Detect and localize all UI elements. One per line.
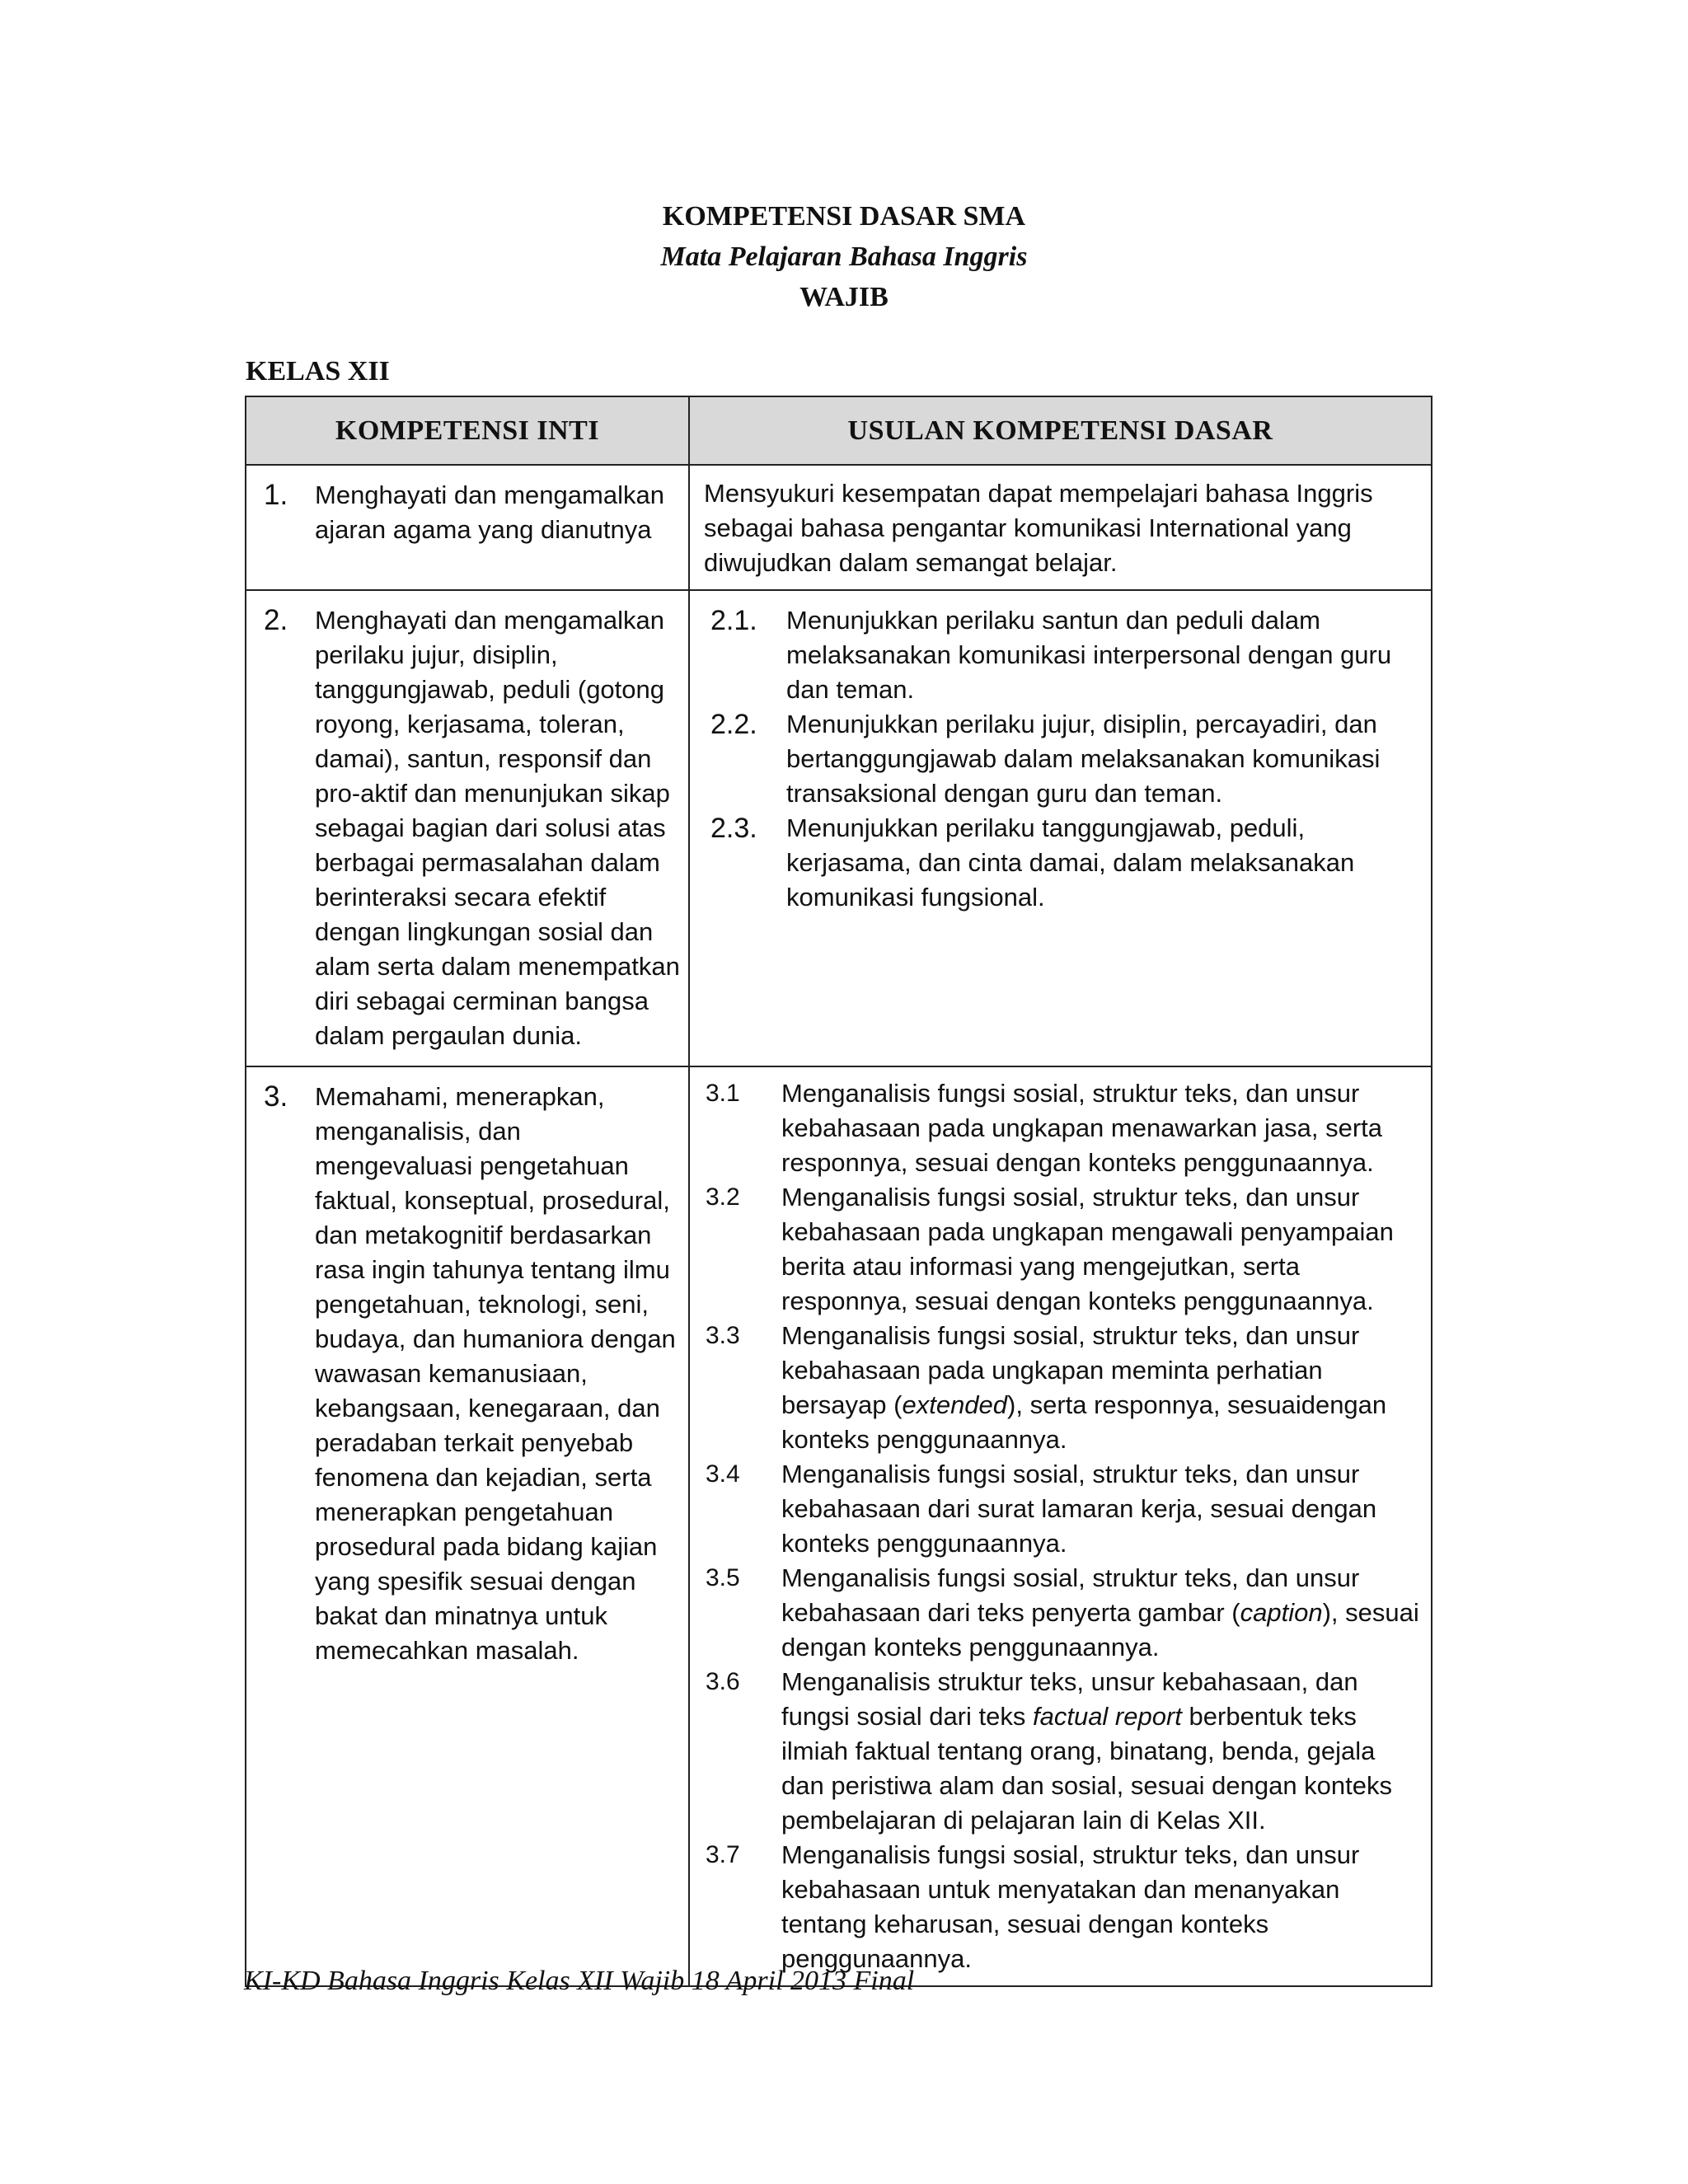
kd-text-part: ), sesuai dengan konteks penggunaannya. xyxy=(781,1598,1419,1661)
kd-text xyxy=(781,1561,1420,1665)
ki-text: Menghayati dan mengamalkan ajaran agama yang dianutnya xyxy=(315,480,664,544)
table-row xyxy=(246,1066,1432,1986)
kd-text-italic: caption xyxy=(1240,1598,1323,1627)
kd-item xyxy=(706,1457,1420,1561)
ki-text: Memahami, menerapkan, menganalisis, dan mengevaluasi pengetahuan faktual, konseptual, prosedural, dan metakognitif berdasarkan rasa ingin tahunya tentang ilmu pengetahuan, teknologi, seni, budaya, dan humaniora dengan wawasan kemanusiaan, kebangsaan, kenegaraan, dan peradaban terkait penyebab fenomena dan kejadian, serta menerapkan pengetahuan prosedural pada bidang kajian yang spesifik sesuai dengan bakat dan minatnya untuk memecahkan masalah. xyxy=(315,1082,676,1665)
kd-number: 2.1. xyxy=(710,605,757,636)
kd-text: Menganalisis fungsi sosial, struktur teks, dan unsur kebahasaan untuk menyatakan dan menanyakan tentang keharusan, sesuai dengan konteks penggunaannya. xyxy=(781,1840,1360,1973)
competency-table xyxy=(245,396,1432,1987)
ki-cell xyxy=(246,465,689,590)
kd-text: Mensyukuri kesempatan dapat mempelajari bahasa Inggris sebagai bahasa pengantar komunikasi International yang diwujudkan dalam semangat belajar. xyxy=(704,479,1373,577)
kd-cell xyxy=(689,465,1432,590)
class-label: KELAS XII xyxy=(246,356,390,387)
table-row xyxy=(246,465,1432,590)
kd-item xyxy=(706,1319,1420,1457)
kd-text: Menunjukkan perilaku tanggungjawab, peduli, kerjasama, dan cinta damai, dalam melaksanakan komunikasi fungsional. xyxy=(786,813,1355,912)
kd-item xyxy=(706,1076,1420,1180)
kd-number: 3.2 xyxy=(706,1183,740,1211)
title-line-2: Mata Pelajaran Bahasa Inggris xyxy=(660,241,1028,272)
kd-item xyxy=(710,603,1420,707)
table-header-row xyxy=(246,396,1432,465)
kd-text-part: Menganalisis fungsi sosial, struktur teks, dan unsur kebahasaan pada ungkapan meminta perhatian bersayap ( xyxy=(781,1321,1360,1419)
kd-number: 2.3. xyxy=(710,813,757,844)
ki-number: 1. xyxy=(264,479,288,511)
title-line-1: KOMPETENSI DASAR SMA xyxy=(662,201,1026,232)
kd-item xyxy=(710,707,1420,811)
ki-text: Menghayati dan mengamalkan perilaku jujur, disiplin, tanggungjawab, peduli (gotong royong, kerjasama, toleran, damai), santun, responsif dan pro-aktif dan menunjukan sikap sebagai bagian dari solusi atas berbagai permasalahan dalam berinteraksi secara efektif dengan lingkungan sosial dan alam serta dalam menempatkan diri sebagai cerminan bangsa dalam pergaulan dunia. xyxy=(315,606,680,1050)
ki-number: 3. xyxy=(264,1080,288,1113)
kd-item xyxy=(710,811,1420,915)
kd-number: 3.6 xyxy=(706,1668,740,1695)
kd-item xyxy=(706,1561,1420,1665)
ki-number: 2. xyxy=(264,604,288,636)
kd-text-part: ), serta responnya, sesuaidengan konteks penggunaannya. xyxy=(781,1390,1387,1454)
kd-number: 3.4 xyxy=(706,1460,740,1488)
kd-text: Menganalisis fungsi sosial, struktur teks, dan unsur kebahasaan dari surat lamaran kerja, sesuai dengan konteks penggunaannya. xyxy=(781,1460,1377,1558)
ki-cell xyxy=(246,1066,689,1986)
kd-number: 2.2. xyxy=(710,709,757,740)
kd-text xyxy=(781,1665,1420,1838)
kd-text-italic: extended xyxy=(902,1390,1008,1419)
kd-text-part: Menganalisis struktur teks, unsur kebahasaan, dan fungsi sosial dari teks xyxy=(781,1667,1358,1731)
kd-number: 3.7 xyxy=(706,1841,740,1868)
kd-item xyxy=(706,1838,1420,1976)
header-kompetensi-inti: KOMPETENSI INTI xyxy=(246,396,689,465)
document-title-block xyxy=(0,196,1688,317)
kd-text xyxy=(781,1319,1420,1457)
header-kompetensi-dasar: USULAN KOMPETENSI DASAR xyxy=(689,396,1432,465)
kd-text: Menunjukkan perilaku jujur, disiplin, percayadiri, dan bertanggungjawab dalam melaksanakan komunikasi transaksional dengan guru dan teman. xyxy=(786,710,1381,808)
kd-number: 3.5 xyxy=(706,1564,740,1591)
kd-number: 3.1 xyxy=(706,1080,740,1107)
kd-text-part: berbentuk teks ilmiah faktual tentang orang, binatang, benda, gejala dan peristiwa alam dan sosial, sesuai dengan konteks pembelajaran di pelajaran lain di Kelas XII. xyxy=(781,1702,1393,1835)
table-row xyxy=(246,590,1432,1066)
kd-text: Menganalisis fungsi sosial, struktur teks, dan unsur kebahasaan pada ungkapan menawarkan jasa, serta responnya, sesuai dengan konteks penggunaannya. xyxy=(781,1079,1383,1177)
kd-cell xyxy=(689,1066,1432,1986)
footer-note: KI-KD Bahasa Inggris Kelas XII Wajib 18 April 2013 Final xyxy=(244,1966,915,1996)
kd-text-part: Menganalisis fungsi sosial, struktur teks, dan unsur kebahasaan dari teks penyerta gambar ( xyxy=(781,1563,1360,1627)
kd-cell xyxy=(689,590,1432,1066)
kd-number: 3.3 xyxy=(706,1322,740,1349)
kd-item xyxy=(706,1180,1420,1319)
kd-text: Menunjukkan perilaku santun dan peduli dalam melaksanakan komunikasi interpersonal dengan guru dan teman. xyxy=(786,606,1392,704)
kd-text: Menganalisis fungsi sosial, struktur teks, dan unsur kebahasaan pada ungkapan mengawali penyampaian berita atau informasi yang mengejutkan, serta responnya, sesuai dengan konteks penggunaannya. xyxy=(781,1183,1394,1315)
title-line-3: WAJIB xyxy=(799,282,889,312)
kd-item xyxy=(706,1665,1420,1838)
ki-cell xyxy=(246,590,689,1066)
kd-text-italic: factual report xyxy=(1032,1702,1182,1731)
